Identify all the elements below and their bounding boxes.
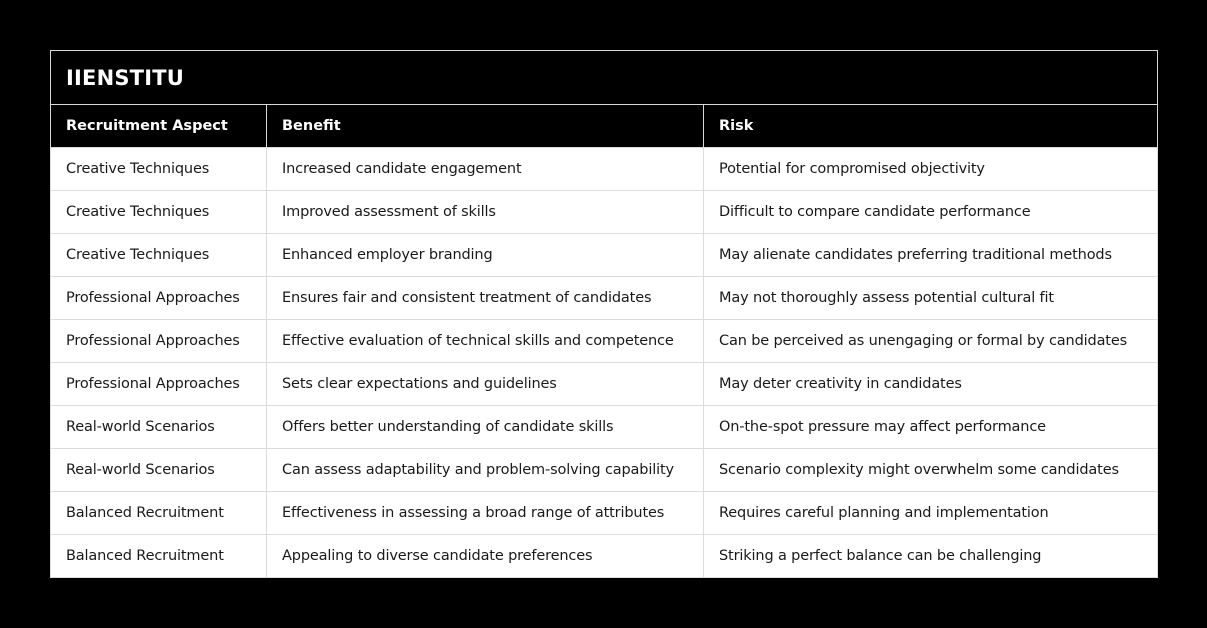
cell-risk: May not thoroughly assess potential cultural fit [704, 277, 1158, 320]
cell-benefit: Improved assessment of skills [267, 191, 704, 234]
cell-benefit: Effective evaluation of technical skills and competence [267, 320, 704, 363]
table-row [51, 449, 1158, 492]
cell-risk: Can be perceived as unengaging or formal by candidates [704, 320, 1158, 363]
column-header-aspect: Recruitment Aspect [51, 105, 267, 148]
cell-benefit: Effectiveness in assessing a broad range of attributes [267, 492, 704, 535]
cell-aspect: Real-world Scenarios [51, 449, 267, 492]
table-row [51, 234, 1158, 277]
recruitment-table [50, 50, 1158, 578]
cell-benefit: Enhanced employer branding [267, 234, 704, 277]
cell-risk: Requires careful planning and implementation [704, 492, 1158, 535]
cell-risk: May alienate candidates preferring traditional methods [704, 234, 1158, 277]
table-row [51, 148, 1158, 191]
cell-aspect: Creative Techniques [51, 191, 267, 234]
cell-benefit: Sets clear expectations and guidelines [267, 363, 704, 406]
column-header-risk: Risk [704, 105, 1158, 148]
cell-aspect: Professional Approaches [51, 277, 267, 320]
cell-aspect: Professional Approaches [51, 320, 267, 363]
cell-risk: Scenario complexity might overwhelm some candidates [704, 449, 1158, 492]
cell-benefit: Appealing to diverse candidate preferences [267, 535, 704, 578]
cell-benefit: Ensures fair and consistent treatment of candidates [267, 277, 704, 320]
column-header-benefit: Benefit [267, 105, 704, 148]
cell-aspect: Creative Techniques [51, 148, 267, 191]
cell-benefit: Offers better understanding of candidate skills [267, 406, 704, 449]
table-header-row [51, 105, 1158, 148]
cell-aspect: Balanced Recruitment [51, 492, 267, 535]
table-title-row [51, 51, 1158, 105]
table-row [51, 191, 1158, 234]
cell-risk: On-the-spot pressure may affect performance [704, 406, 1158, 449]
table-row [51, 320, 1158, 363]
cell-aspect: Creative Techniques [51, 234, 267, 277]
cell-risk: Potential for compromised objectivity [704, 148, 1158, 191]
table-title: IIENSTITU [51, 51, 1158, 105]
cell-aspect: Professional Approaches [51, 363, 267, 406]
cell-aspect: Balanced Recruitment [51, 535, 267, 578]
table-row [51, 492, 1158, 535]
table-container [50, 50, 1157, 578]
cell-risk: Difficult to compare candidate performance [704, 191, 1158, 234]
table-row [51, 363, 1158, 406]
cell-benefit: Increased candidate engagement [267, 148, 704, 191]
table-row [51, 406, 1158, 449]
cell-aspect: Real-world Scenarios [51, 406, 267, 449]
cell-risk: May deter creativity in candidates [704, 363, 1158, 406]
cell-risk: Striking a perfect balance can be challenging [704, 535, 1158, 578]
table-row [51, 277, 1158, 320]
table-row [51, 535, 1158, 578]
cell-benefit: Can assess adaptability and problem-solving capability [267, 449, 704, 492]
